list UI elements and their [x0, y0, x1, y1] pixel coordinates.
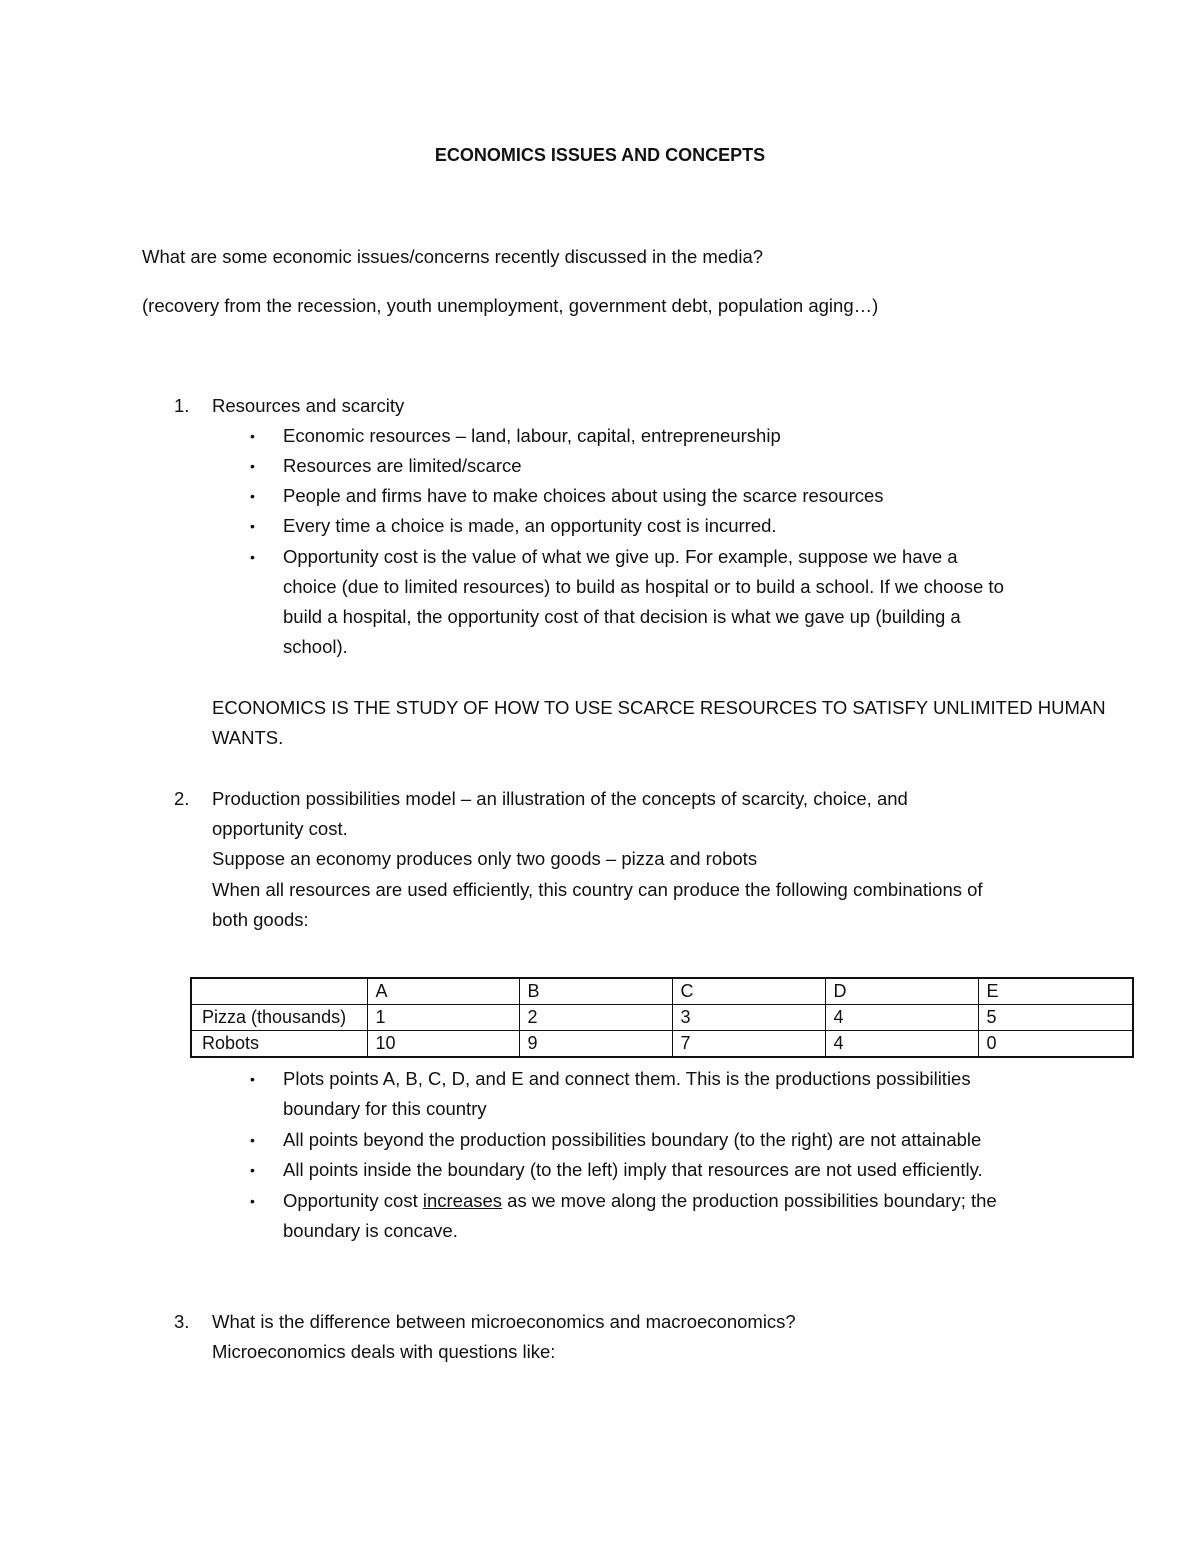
section1-bullet-line: school).	[283, 636, 348, 657]
document-title: ECONOMICS ISSUES AND CONCEPTS	[434, 145, 766, 165]
bullet-icon: •	[250, 458, 255, 474]
section2-line: opportunity cost.	[212, 818, 348, 839]
table-header-cell: A	[367, 978, 519, 1005]
intro-question: What are some economic issues/concerns recently discussed in the media?	[142, 246, 764, 267]
table-cell: 5	[978, 1005, 1133, 1031]
section1-bullet: Every time a choice is made, an opportunity cost is incurred.	[283, 515, 777, 536]
bullet-icon: •	[250, 1132, 255, 1148]
bullet-text-suffix: as we move along the production possibilities boundary; the	[502, 1190, 997, 1211]
table-cell: 10	[367, 1031, 519, 1058]
economics-definition: ECONOMICS IS THE STUDY OF HOW TO USE SCARCE RESOURCES TO SATISFY UNLIMITED HUMAN	[212, 697, 1106, 718]
bullet-icon: •	[250, 518, 255, 534]
bullet-text-prefix: Opportunity cost	[283, 1190, 423, 1211]
section1-bullet-line: Opportunity cost is the value of what we give up. For example, suppose we have a	[283, 546, 958, 567]
table-cell: 3	[672, 1005, 825, 1031]
table-cell: 2	[519, 1005, 672, 1031]
underlined-word: increases	[422, 1190, 503, 1211]
table-header-cell: E	[978, 978, 1133, 1005]
table-cell: 4	[825, 1031, 978, 1058]
section2-line: Suppose an economy produces only two goods – pizza and robots	[212, 848, 758, 869]
bullet-icon: •	[250, 549, 255, 565]
section2-line: Production possibilities model – an illustration of the concepts of scarcity, choice, and	[212, 788, 908, 809]
section1-bullet-line: choice (due to limited resources) to build as hospital or to build a school. If we choose to	[283, 576, 1004, 597]
table-header-cell: D	[825, 978, 978, 1005]
table-header-row	[191, 978, 1133, 1005]
section2-bullet: All points inside the boundary (to the left) imply that resources are not used efficiently.	[283, 1159, 983, 1180]
section1-bullet: Resources are limited/scarce	[283, 455, 522, 476]
section2-line: When all resources are used efficiently, this country can produce the following combinations of	[212, 879, 983, 900]
table-row	[191, 1031, 1133, 1058]
section1-heading: Resources and scarcity	[212, 395, 405, 416]
table-row-label: Robots	[191, 1031, 367, 1058]
intro-examples: (recovery from the recession, youth unemployment, government debt, population aging…)	[142, 295, 879, 316]
table-row-label: Pizza (thousands)	[191, 1005, 367, 1031]
production-possibilities-table	[190, 977, 1134, 1058]
economics-definition: WANTS.	[212, 727, 284, 748]
section2-bullet-opportunity-cost	[283, 1186, 997, 1216]
table-header-cell	[191, 978, 367, 1005]
table-row	[191, 1005, 1133, 1031]
section2-line: both goods:	[212, 909, 309, 930]
section2-bullet-line: boundary for this country	[283, 1098, 487, 1119]
table-header-cell: B	[519, 978, 672, 1005]
section2-bullet: All points beyond the production possibilities boundary (to the right) are not attainable	[283, 1129, 982, 1150]
table-cell: 7	[672, 1031, 825, 1058]
bullet-icon: •	[250, 428, 255, 444]
section1-bullet-line: build a hospital, the opportunity cost of that decision is what we gave up (building a	[283, 606, 961, 627]
table-cell: 1	[367, 1005, 519, 1031]
bullet-icon: •	[250, 1162, 255, 1178]
section1-number: 1.	[174, 395, 190, 416]
section2-number: 2.	[174, 788, 190, 809]
section3-followup: Microeconomics deals with questions like:	[212, 1341, 556, 1362]
bullet-icon: •	[250, 488, 255, 504]
section3-number: 3.	[174, 1311, 190, 1332]
table-header-cell: C	[672, 978, 825, 1005]
section2-bullet-line: Plots points A, B, C, D, and E and connect them. This is the productions possibilities	[283, 1068, 971, 1089]
bullet-icon: •	[250, 1193, 255, 1209]
section3-question: What is the difference between microeconomics and macroeconomics?	[212, 1311, 796, 1332]
table-cell: 0	[978, 1031, 1133, 1058]
section2-bullet-line: boundary is concave.	[283, 1220, 458, 1241]
bullet-icon: •	[250, 1071, 255, 1087]
table-cell: 9	[519, 1031, 672, 1058]
section1-bullet: People and firms have to make choices about using the scarce resources	[283, 485, 884, 506]
section1-bullet: Economic resources – land, labour, capital, entrepreneurship	[283, 425, 781, 446]
table-cell: 4	[825, 1005, 978, 1031]
